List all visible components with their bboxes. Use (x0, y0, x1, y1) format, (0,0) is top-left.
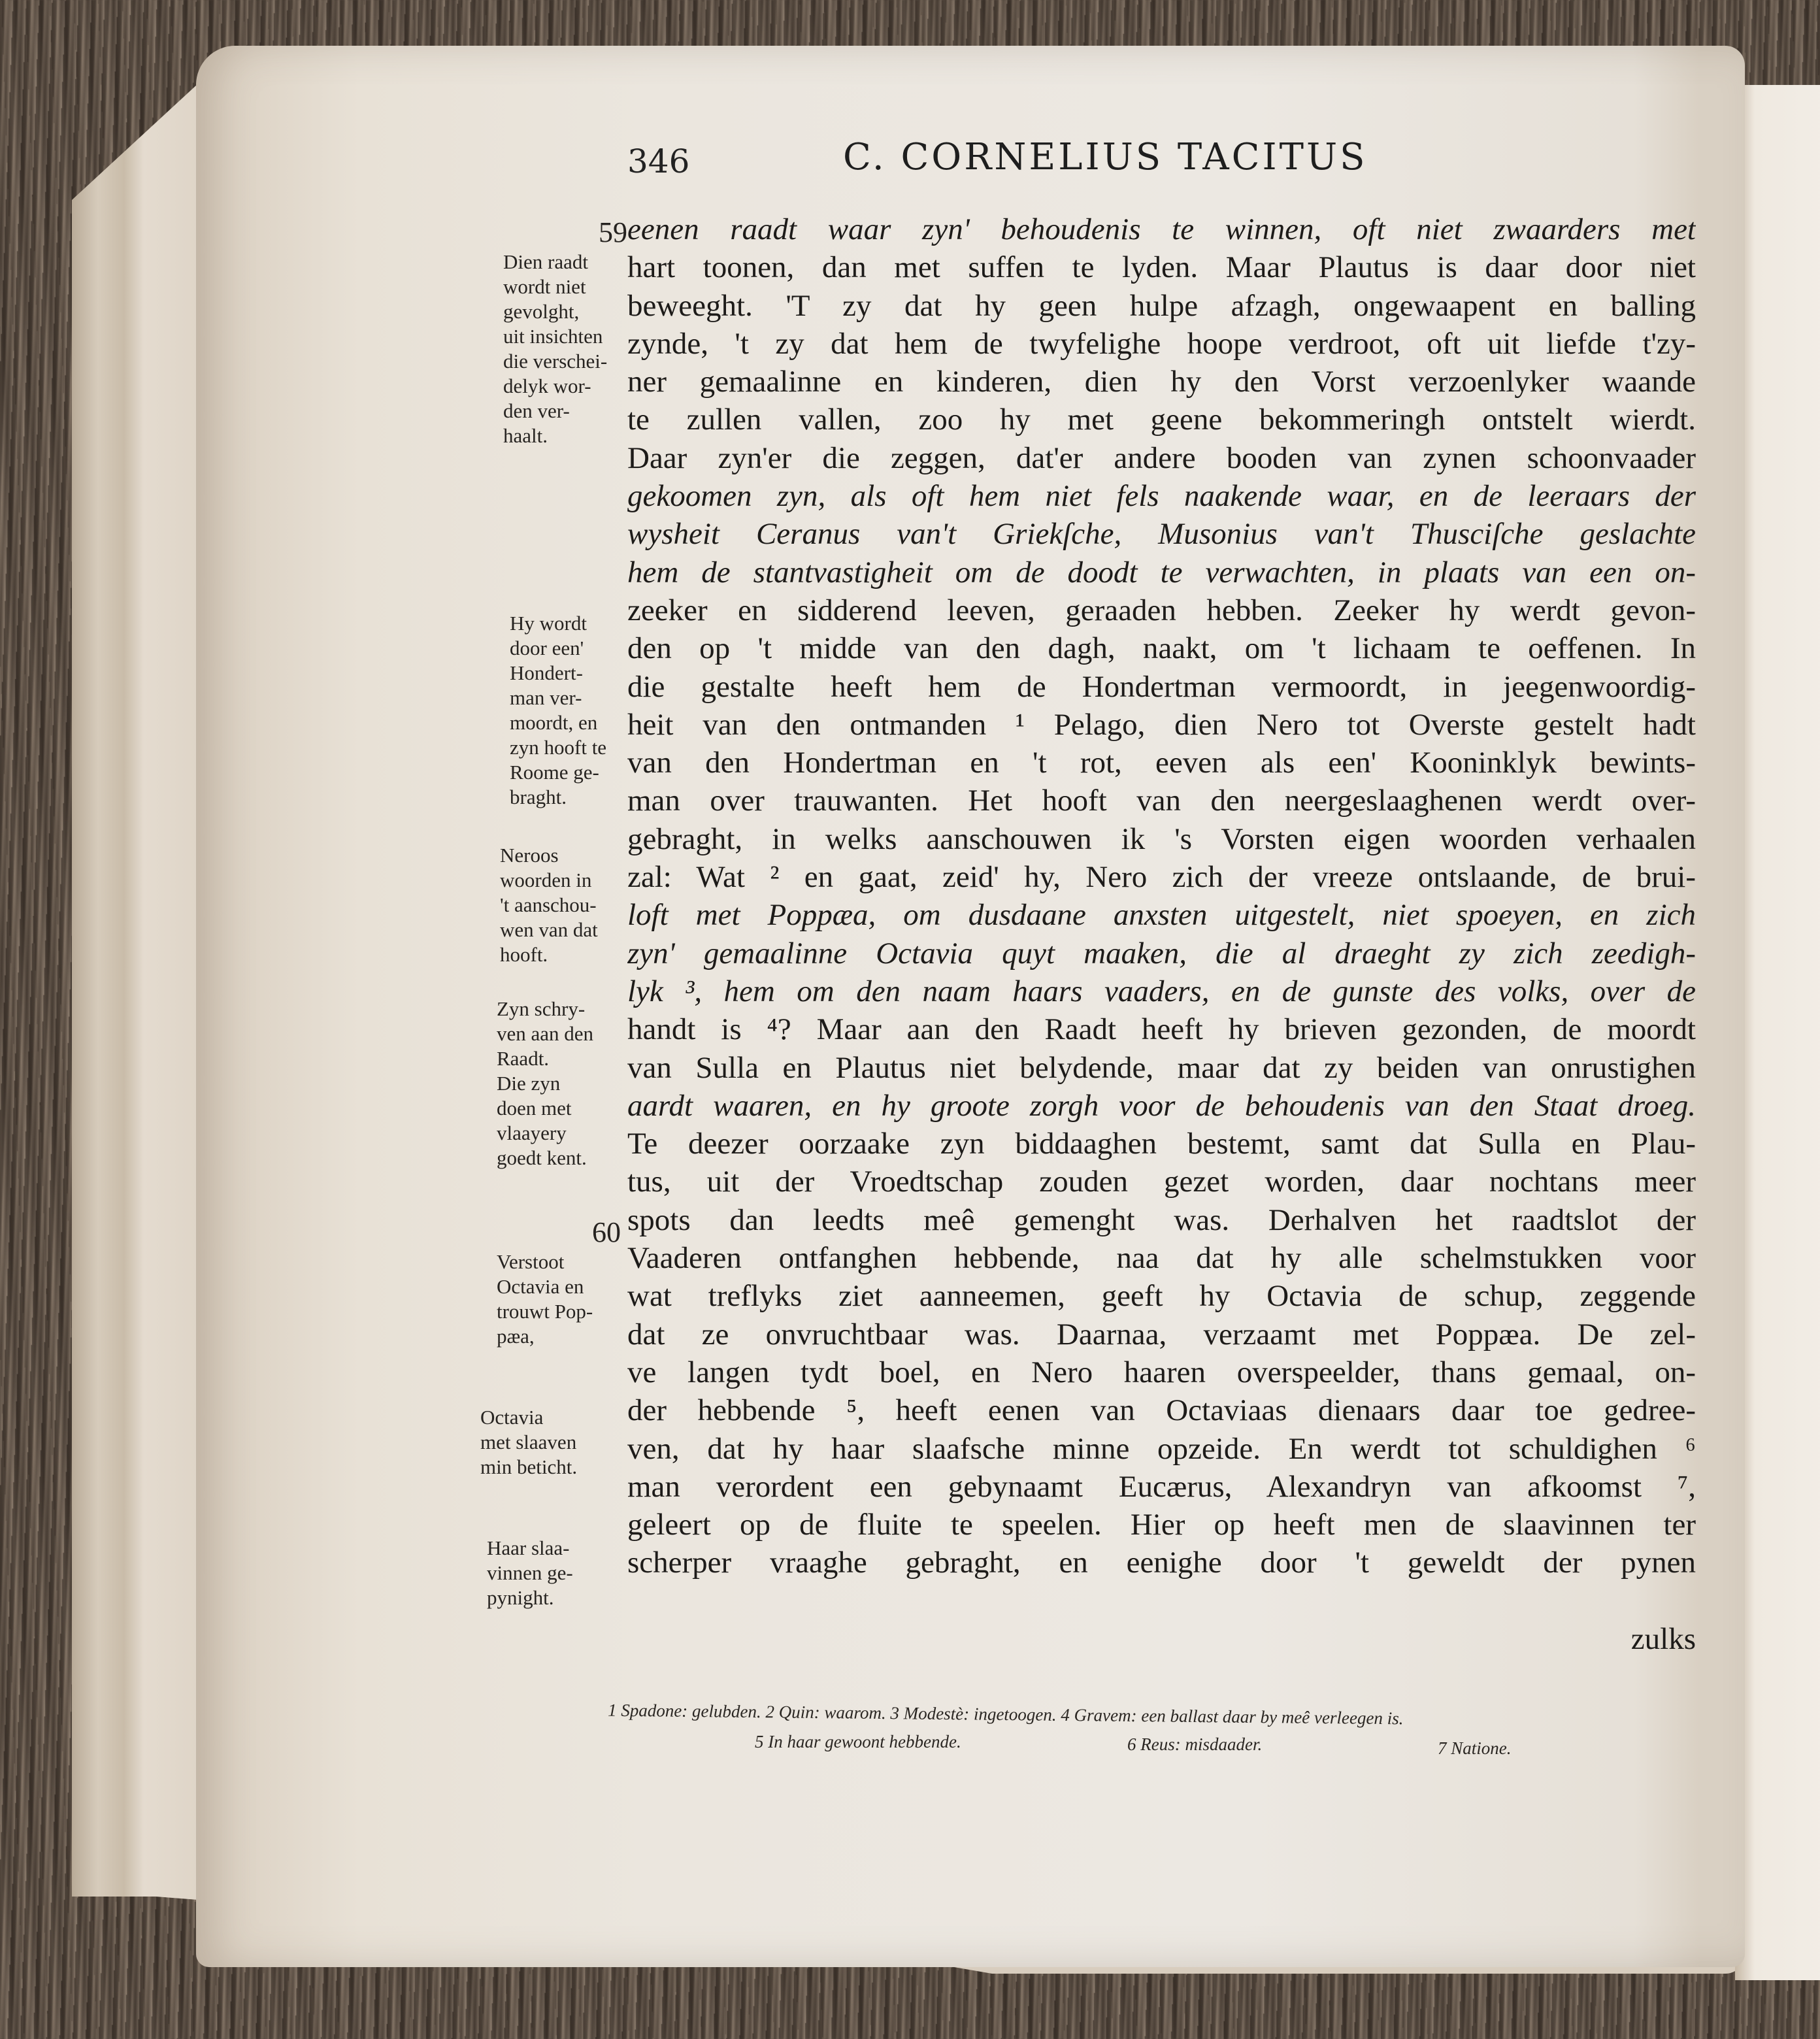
footnote-6: 6 Reus: misdaader. (1127, 1734, 1263, 1754)
text-line: Daar zyn'er die zeggen, dat'er andere booden van zynen schoonvaader (627, 440, 1696, 475)
page-number: 346 (627, 142, 690, 180)
text-line: wysheit Ceranus van't Griekſche, Musonius van't Thusciſche geslachte (627, 517, 1696, 552)
text-line: hart toonen, dan met suffen te lyden. Maar Plautus is daar door niet (627, 250, 1696, 285)
margin-note-line: ven aan den (497, 1022, 594, 1045)
margin-note-line: hooft. (500, 943, 548, 966)
margin-note-line: braght. (510, 786, 567, 808)
margin-note-line: vlaayery (497, 1121, 567, 1144)
main-text-column (627, 210, 1696, 1658)
margin-note-line: Die zyn (497, 1072, 561, 1095)
margin-note-line: delyk wor- (503, 374, 591, 397)
margin-note-line: vinnen ge- (487, 1561, 573, 1584)
text-line: eenen raadt waar zyn' behoudenis te winnen, oft niet zwaarders met (627, 212, 1696, 246)
text-line: ven, dat hy haar slaafsche minne opzeide. En werdt tot schuldighen ⁶ (627, 1431, 1696, 1466)
text-line: lyk ³, hem om den naam haars vaaders, en de gunste des volks, over de (627, 974, 1696, 1008)
margin-note-line: Octavia en (497, 1275, 584, 1298)
text-line: dat ze onvruchtbaar was. Daarnaa, verzaamt met Poppæa. De zel- (627, 1317, 1696, 1351)
text-line: zal: Wat ² en gaat, zeid' hy, Nero zich der vreeze ontslaande, de brui- (627, 860, 1696, 895)
text-line: loft met Poppæa, om dusdaane anxsten uitgestelt, niet spoeyen, en zich (627, 898, 1696, 933)
text-line: van den Hondertman en 't rot, eeven als een' Kooninklyk bewints- (627, 746, 1696, 780)
margin-note-line: doen met (497, 1097, 572, 1119)
text-line: scherper vraaghe gebraght, en eenighe door 't geweldt der pynen (627, 1546, 1696, 1580)
margin-note-line: die verschei- (503, 350, 608, 373)
text-line: ve langen tydt boel, en Nero haaren overspeelder, thans gemaal, on- (627, 1355, 1696, 1389)
text-line: aardt waaren, en hy groote zorgh voor de behoudenis van den Staat droeg. (627, 1088, 1696, 1123)
margin-note-octavia-beticht (480, 1405, 604, 1480)
text-line: van Sulla en Plautus niet belydende, maar dat zy beiden van onrustighen (627, 1050, 1696, 1085)
chapter-number: 59 (599, 216, 627, 248)
text-line: zynde, 't zy dat hem de twyfelighe hoope verdroot, oft uit liefde t'zy- (627, 326, 1696, 361)
text-line: tus, uit der Vroedtschap zouden gezet worden, daar nochtans meer (627, 1165, 1696, 1199)
footnotes-line-1: 1 Spadone: gelubden. 2 Quin: waarom. 3 Modestè: ingetoogen. 4 Gravem: een ballast daar by meê verleegen is. (607, 1700, 1404, 1729)
margin-note-line: Zyn schry- (497, 997, 586, 1020)
chapter-number: 60 (592, 1216, 621, 1248)
footnote-7: 7 Natione. (1438, 1738, 1512, 1758)
margin-note-line: den ver- (503, 399, 570, 422)
text-line: spots dan leedts meê gemenght was. Derhalven het raadtslot der (627, 1202, 1696, 1237)
margin-note-schryven-raadt (497, 997, 621, 1170)
text-line: Te deezer oorzaake zyn biddaaghen bestemt, samt dat Sulla en Plau- (627, 1127, 1696, 1161)
text-line: beweeght. 'T zy dat hy geen hulpe afzagh, ongewaapent en balling (627, 288, 1696, 323)
margin-note-60 (497, 1216, 621, 1349)
margin-note-line: wen van dat (500, 918, 598, 941)
margin-note-line: 't aanschou- (500, 893, 597, 916)
text-line: zyn' gemaalinne Octavia quyt maaken, die al draeght zy zich zeedigh- (627, 936, 1696, 970)
margin-note-line: pynight. (487, 1586, 554, 1609)
margin-note-line: moordt, en (510, 711, 598, 734)
margin-note-line: Roome ge- (510, 761, 599, 784)
facing-page-edge (1735, 85, 1820, 1980)
text-line: ner gemaalinne en kinderen, dien hy den Vorst verzoenlyker waande (627, 365, 1696, 399)
text-line: Vaaderen ontfanghen hebbende, naa dat hy alle schelmstukken voor (627, 1241, 1696, 1276)
margin-note-line: Raadt. (497, 1047, 550, 1070)
text-line: gekoomen zyn, als oft hem niet fels naakende waar, en de leeraars der (627, 479, 1696, 514)
margin-note-line: min beticht. (480, 1455, 578, 1478)
running-header-title: C. CORNELIUS TACITUS (843, 136, 1368, 178)
margin-note-line: wordt niet (503, 275, 586, 298)
text-line (627, 1582, 1696, 1620)
margin-note-line: Octavia (480, 1406, 544, 1429)
text-line: man verordent een gebynaamt Eucærus, Alexandryn van afkoomst ⁷, (627, 1469, 1696, 1504)
margin-note-line: goedt kent. (497, 1146, 587, 1169)
margin-note-slaavinnen (487, 1536, 611, 1610)
text-line: hem de stantvastigheit om de doodt te verwachten, in plaats van een on- (627, 555, 1696, 589)
text-line: te zullen vallen, zoo hy met geene bekommeringh ontstelt wierdt. (627, 403, 1696, 437)
margin-note-line: Dien raadt (503, 250, 588, 273)
text-line: zulks (1630, 1621, 1696, 1656)
margin-note-line: Hy wordt (510, 612, 587, 635)
margin-note-neroos-woorden (500, 843, 624, 967)
text-line: geleert op de fluite te speelen. Hier op heeft men de slaavinnen ter (627, 1508, 1696, 1542)
text-line: handt is ⁴? Maar aan den Raadt heeft hy brieven gezonden, de moordt (627, 1012, 1696, 1047)
margin-note-line: gevolght, (503, 300, 580, 323)
margin-note-line: woorden in (500, 869, 592, 891)
text-line: gebraght, in welks aanschouwen ik 's Vorsten eigen woorden verhaalen (627, 821, 1696, 856)
margin-note-59 (503, 216, 627, 448)
margin-note-line: trouwt Pop- (497, 1300, 593, 1323)
margin-note-line: Verstoot (497, 1250, 565, 1273)
text-line: zeeker en sidderend leeven, geraaden hebben. Zeeker hy werdt gevon- (627, 593, 1696, 627)
margin-note-line: Haar slaa- (487, 1536, 570, 1559)
margin-note-line: man ver- (510, 686, 582, 709)
margin-note-line: pæa, (497, 1325, 535, 1348)
margin-note-hondertman (510, 611, 634, 810)
margin-note-line: Hondert- (510, 661, 583, 684)
text-line: man over trauwanten. Het hooft van den neergeslaaghenen werdt over- (627, 784, 1696, 818)
text-line: der hebbende ⁵, heeft eenen van Octaviaas dienaars daar toe gedree- (627, 1393, 1696, 1428)
text-line: den op 't midde van den dagh, naakt, om 't lichaam te oeffenen. In (627, 631, 1696, 666)
margin-note-line: Neroos (500, 844, 559, 867)
footnote-5: 5 In haar gewoont hebbende. (755, 1732, 961, 1751)
text-line: die gestalte heeft hem de Hondertman vermoordt, in jeegenwoordig- (627, 669, 1696, 704)
margin-note-line: met slaaven (480, 1431, 577, 1453)
margin-note-line: zyn hooft te (510, 736, 607, 759)
text-line: heit van den ontmanden ¹ Pelago, dien Nero tot Overste gestelt hadt (627, 707, 1696, 742)
text-line: wat treflyks ziet aanneemen, geeft hy Octavia de schup, zeggende (627, 1279, 1696, 1314)
margin-note-line: uit insichten (503, 325, 603, 348)
margin-note-line: haalt. (503, 424, 548, 447)
margin-note-line: door een' (510, 637, 584, 659)
